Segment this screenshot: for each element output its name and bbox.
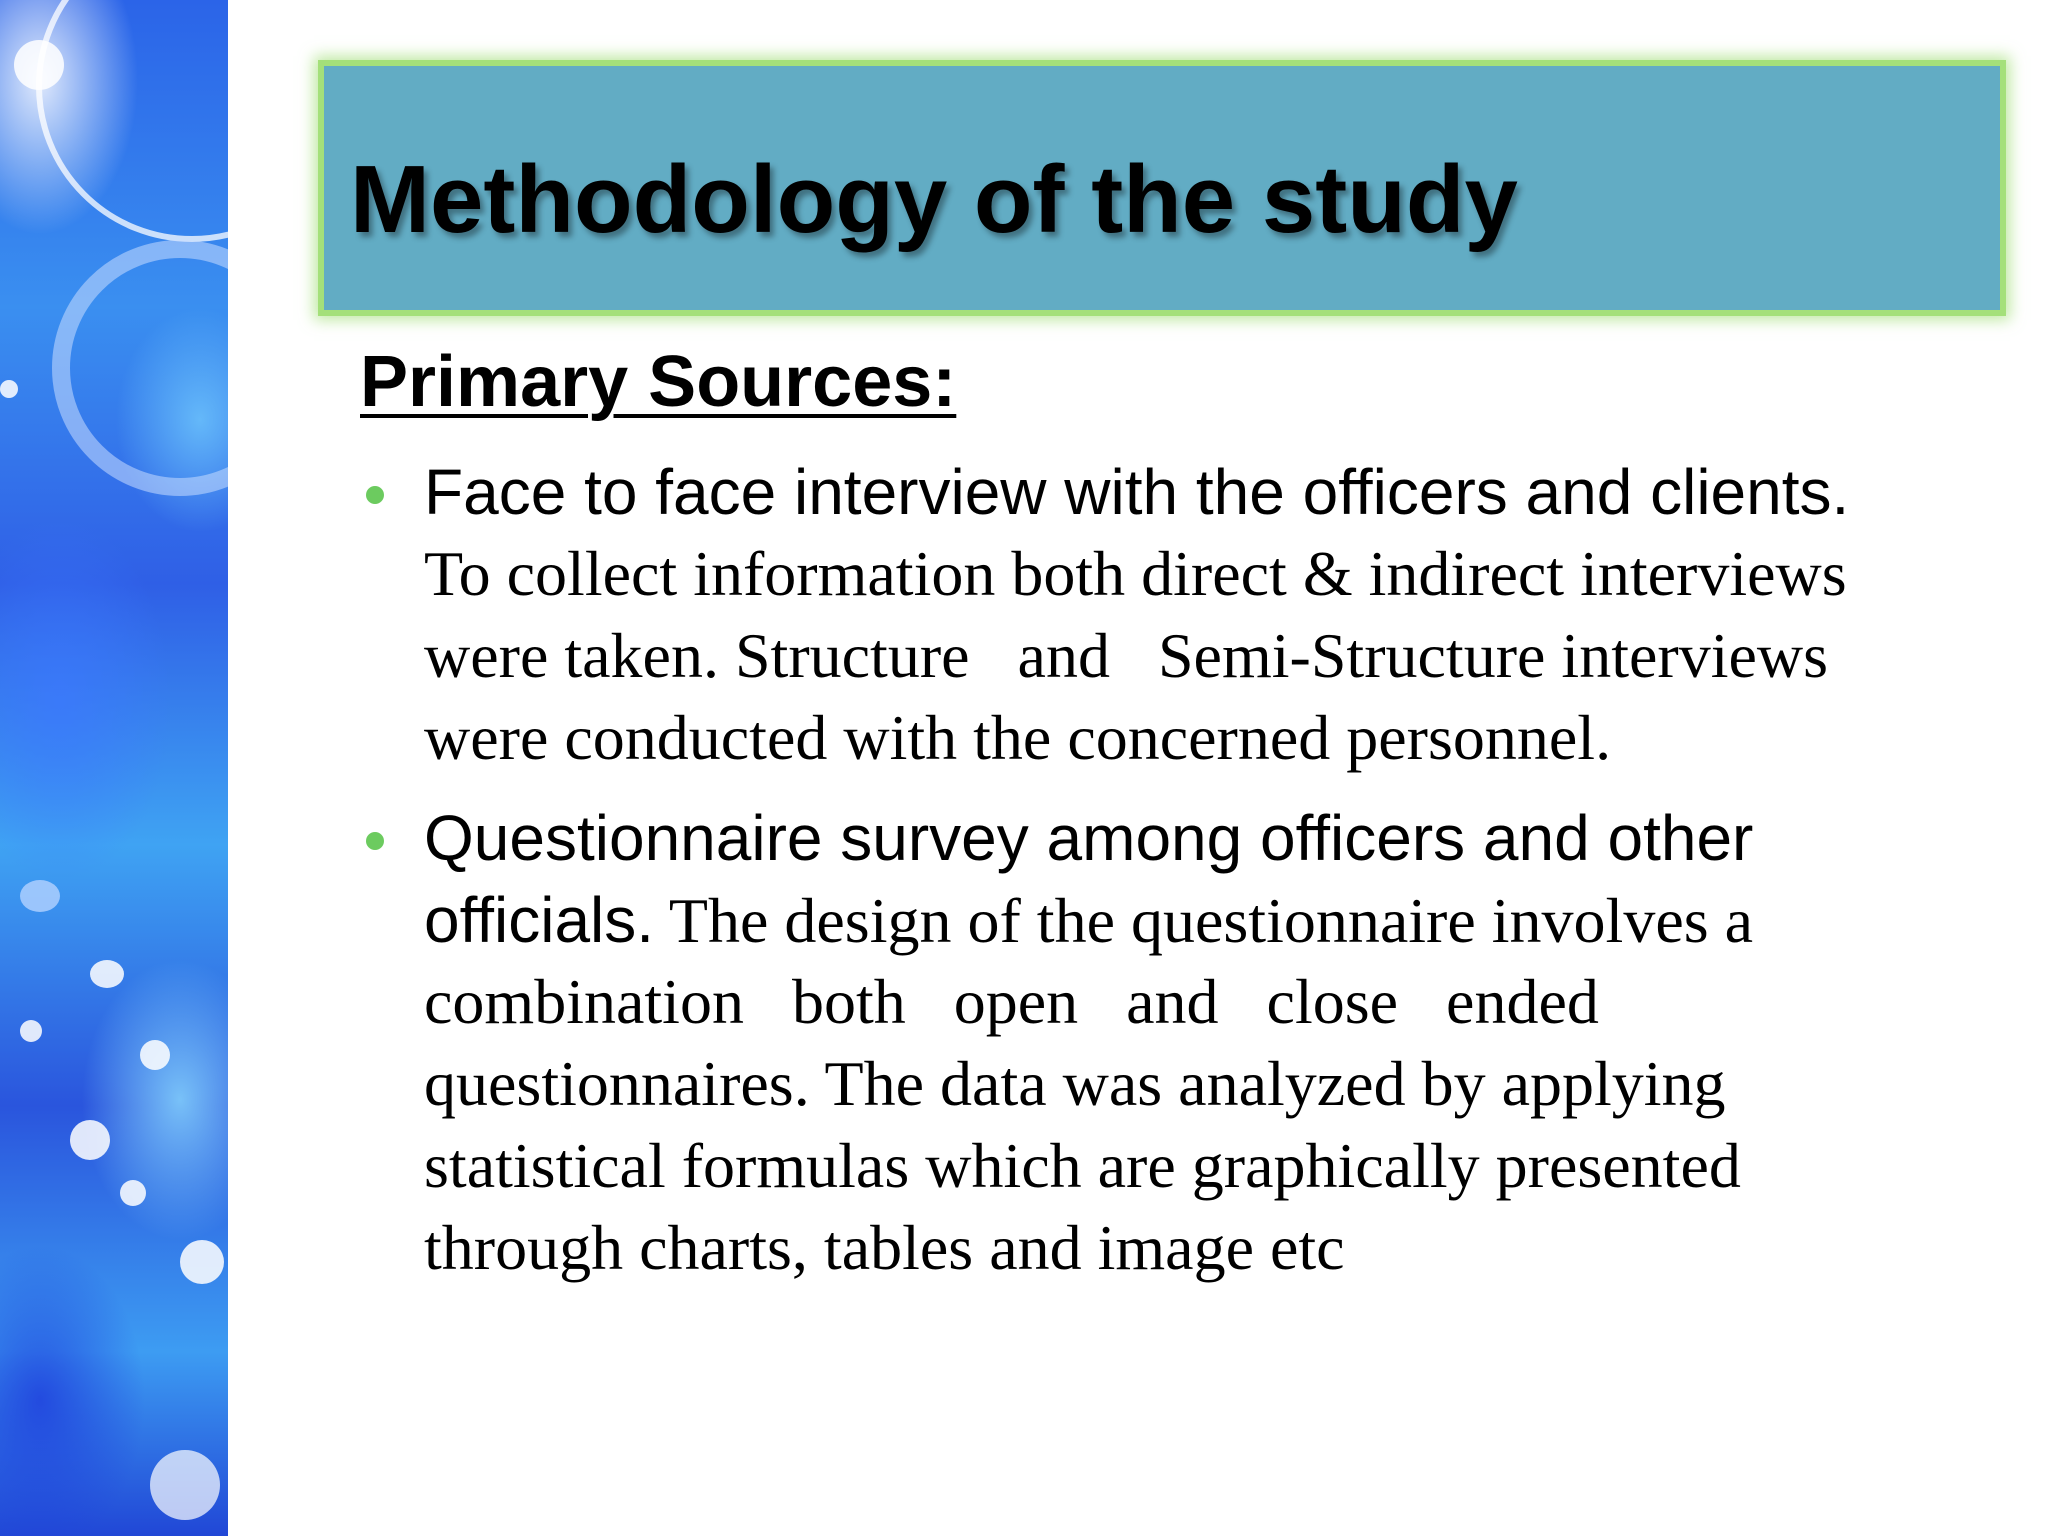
bullet-body-line: combination both open and close ended [424, 966, 1599, 1037]
decorative-bokeh [20, 1020, 42, 1042]
section-heading: Primary Sources: [360, 342, 957, 422]
bullet-body-line: statistical formulas which are graphically presented [424, 1130, 1741, 1201]
bullet-body-line: To collect information both direct & indirect interviews [424, 538, 1847, 609]
bullet-body-line: were taken. Structure and Semi-Structure interviews [424, 620, 1828, 691]
slide-title: Methodology of the study [350, 146, 1518, 253]
decorative-bokeh [0, 380, 18, 398]
bullet-lead-text: Questionnaire survey among officers and other [424, 802, 1754, 874]
decorative-bokeh [180, 1240, 224, 1284]
bullet-body-line: through charts, tables and image etc [424, 1212, 1345, 1283]
bullet-lead-text: Face to face interview with the officers and clients. [424, 456, 1850, 528]
bullet-body-line: were conducted with the concerned personnel. [424, 702, 1612, 773]
decorative-bokeh [20, 880, 60, 912]
decorative-bokeh [150, 1450, 220, 1520]
decorative-ring [36, 0, 228, 242]
bullet-lead-text: officials. [424, 884, 655, 956]
bullet-paragraph [424, 451, 1964, 779]
bullet-body-line: questionnaires. The data was analyzed by applying [424, 1048, 1726, 1119]
decorative-bokeh [120, 1180, 146, 1206]
bullet-dot [366, 832, 384, 850]
bullet-mixed-line [424, 879, 1964, 961]
decorative-bokeh [70, 1120, 110, 1160]
decorative-bokeh [140, 1040, 170, 1070]
title-banner [318, 60, 2006, 316]
bullet-dot [366, 486, 384, 504]
bullet-paragraph [424, 797, 1964, 1289]
bullet-body-text: The design of the questionnaire involves a [654, 885, 1754, 956]
decorative-side-strip [0, 0, 228, 1536]
decorative-bokeh [90, 960, 124, 988]
decorative-bokeh [14, 40, 64, 90]
decorative-ring [52, 240, 228, 496]
